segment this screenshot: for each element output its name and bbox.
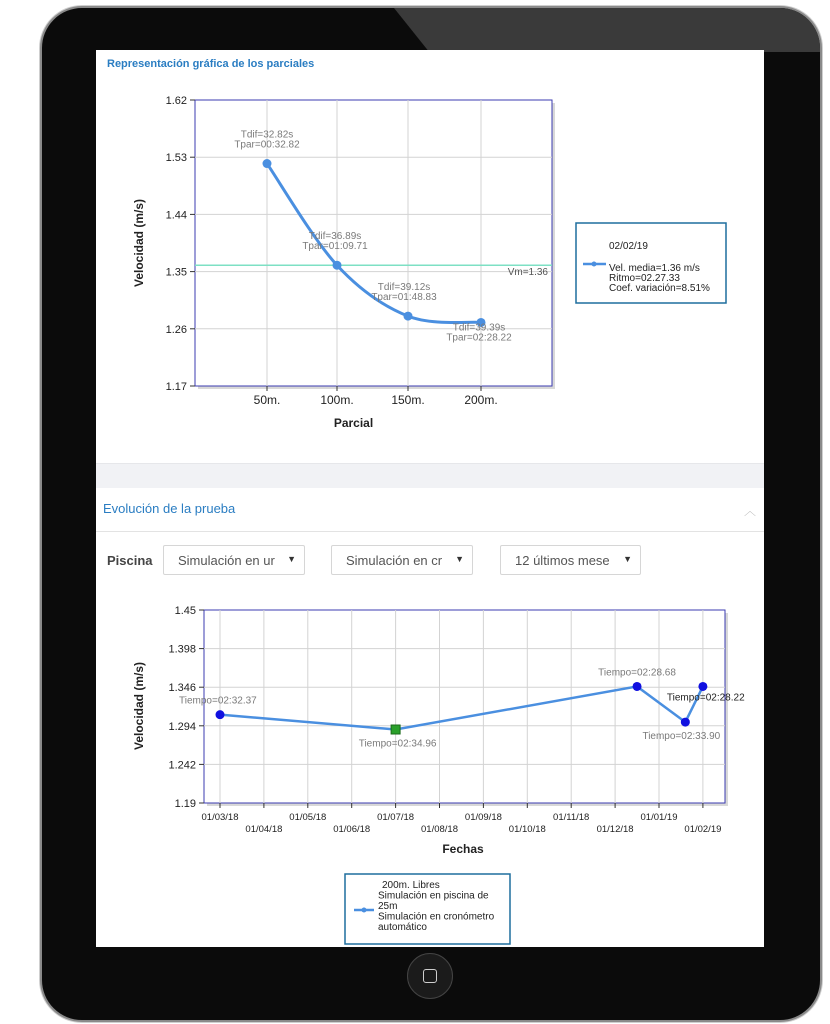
chevron-up-icon[interactable]: ︿: [744, 504, 757, 518]
legend-line: automático: [378, 922, 427, 933]
x-axis-label: Parcial: [333, 416, 374, 430]
screen-glare: [394, 8, 822, 52]
legend-series-marker: [592, 262, 597, 267]
x-tick-label: 01/11/18: [553, 812, 590, 823]
y-tick-label: 1.35: [165, 266, 187, 279]
y-tick-label: 1.45: [174, 605, 196, 617]
point-label: Tpar=01:09.71: [302, 241, 368, 253]
data-point: [404, 312, 413, 321]
x-tick-label: 50m.: [253, 393, 281, 407]
y-tick-label: 1.53: [165, 152, 187, 165]
legend-line: Vel. media=1.36 m/s: [609, 263, 700, 274]
point-label: Tpar=00:32.82: [234, 139, 300, 151]
point-label: Tdif=39.39s: [452, 322, 506, 334]
period-select-value: 12 últimos mese: [515, 553, 610, 568]
legend-title: 02/02/19: [609, 241, 648, 252]
x-tick-label: 01/07/18: [377, 812, 415, 823]
point-label: Tdif=36.89s: [308, 231, 362, 243]
x-tick-label: 200m.: [464, 393, 498, 407]
x-axis-label: Fechas: [442, 842, 484, 856]
point-label: Tiempo=02:33.90: [642, 731, 721, 743]
y-tick-label: 1.62: [165, 95, 187, 107]
app-screen: [96, 50, 764, 947]
y-tick-label: 1.19: [174, 798, 196, 810]
section-divider: [96, 463, 764, 488]
y-tick-label: 1.398: [168, 643, 196, 656]
section-header-line: [96, 531, 764, 532]
dropdown-arrow-icon: ▼: [455, 554, 464, 564]
section-partials-title: Representación gráfica de los parciales: [107, 58, 315, 70]
data-point: [216, 710, 225, 719]
data-point: [698, 682, 707, 691]
legend-line: Ritmo=02.27.33: [609, 273, 680, 284]
y-axis-label: Velocidad (m/s): [132, 198, 146, 288]
point-label: Tdif=32.82s: [240, 129, 294, 141]
legend-line: Simulación en cronómetro: [378, 911, 495, 923]
data-point: [681, 718, 690, 727]
period-select[interactable]: [500, 545, 641, 575]
legend-line: 25m: [378, 901, 398, 912]
x-tick-label: 01/02/19: [684, 824, 722, 835]
section-evolution-title[interactable]: Evolución de la prueba: [103, 501, 236, 516]
pool-filter-label: Piscina: [107, 553, 153, 568]
x-tick-label: 01/08/18: [421, 824, 458, 835]
point-label: Tiempo=02:28.68: [598, 667, 676, 679]
x-tick-label: 150m.: [391, 393, 425, 407]
data-point: [391, 725, 400, 734]
data-point: [333, 261, 342, 270]
dropdown-arrow-icon: ▼: [623, 554, 632, 564]
timing-type-select[interactable]: [331, 545, 473, 575]
point-label: Tpar=01:48.83: [371, 292, 437, 304]
legend-line: Coef. variación=8.51%: [609, 283, 710, 294]
evolution-chart: [96, 590, 764, 947]
timing-type-select-value: Simulación en cr: [346, 553, 443, 568]
point-label: Tiempo=02:28.22: [666, 692, 745, 704]
y-tick-label: 1.44: [165, 209, 187, 222]
legend-line: 200m. Libres: [382, 880, 440, 891]
y-tick-label: 1.346: [168, 682, 196, 695]
home-square-icon: [423, 969, 437, 983]
y-axis-label: Velocidad (m/s): [132, 661, 146, 751]
x-tick-label: 100m.: [320, 393, 354, 407]
legend-series-marker: [362, 908, 367, 913]
x-tick-label: 01/06/18: [333, 824, 371, 835]
y-tick-label: 1.242: [168, 759, 196, 772]
x-tick-label: 01/12/18: [596, 824, 634, 835]
x-tick-label: 01/04/18: [245, 824, 283, 835]
point-label: Tdif=39.12s: [377, 282, 431, 294]
legend-line: Simulación en piscina de: [378, 890, 489, 902]
x-tick-label: 01/01/19: [640, 812, 678, 823]
home-button[interactable]: [407, 953, 453, 999]
partials-chart: [96, 50, 764, 450]
plot-area: [204, 610, 725, 803]
point-label: Tiempo=02:32.37: [179, 695, 257, 707]
x-tick-label: 01/10/18: [508, 824, 546, 835]
mean-line-label: Vm=1.36: [507, 267, 548, 279]
x-tick-label: 01/03/18: [201, 812, 239, 823]
pool-type-select[interactable]: [163, 545, 305, 575]
point-label: Tpar=02:28.22: [446, 332, 512, 344]
y-tick-label: 1.26: [165, 323, 187, 336]
dropdown-arrow-icon: ▼: [287, 554, 296, 564]
data-point: [633, 682, 642, 691]
y-tick-label: 1.294: [168, 720, 196, 733]
data-point: [263, 159, 272, 168]
pool-type-select-value: Simulación en ur: [178, 553, 275, 568]
y-tick-label: 1.17: [165, 381, 187, 393]
x-tick-label: 01/05/18: [289, 812, 327, 823]
x-tick-label: 01/09/18: [464, 812, 502, 823]
point-label: Tiempo=02:34.96: [358, 738, 437, 750]
